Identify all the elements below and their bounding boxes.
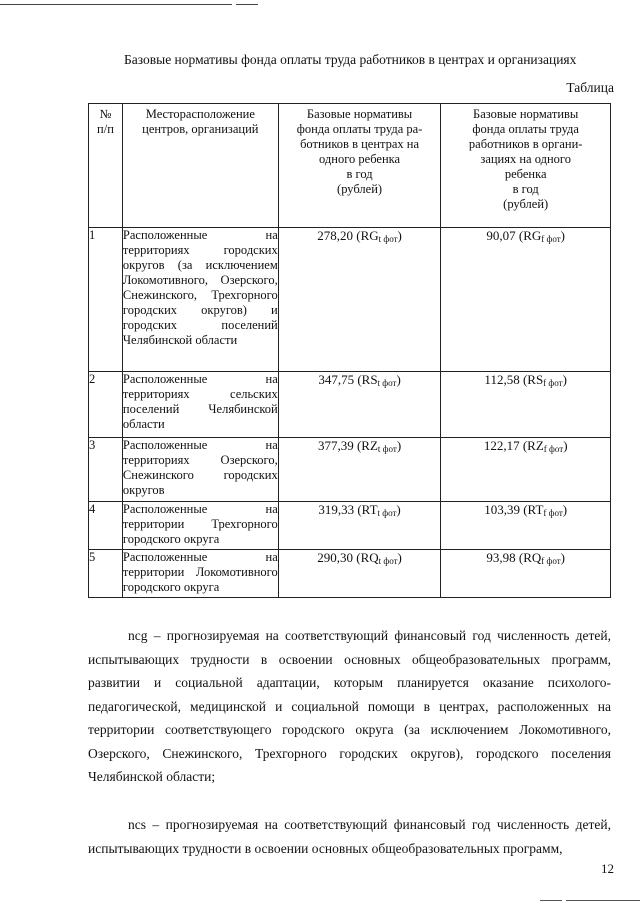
org-norm-cell	[441, 372, 611, 438]
org-norm-cell	[441, 438, 611, 502]
document-title: Базовые нормативы фонда оплаты труда работников в центрах и организациях	[124, 52, 577, 67]
org-norm-subscript: f фот	[543, 378, 563, 388]
table-header-row	[89, 104, 611, 228]
norms-table	[88, 103, 611, 598]
center-norm-cell	[278, 502, 441, 550]
center-norm-cell	[278, 550, 441, 598]
header-number: № п/п	[89, 104, 123, 228]
org-norm-cell	[441, 228, 611, 372]
center-norm-cell	[278, 228, 441, 372]
org-norm-value: 103,39 (RT	[484, 502, 544, 517]
table-row	[89, 228, 611, 372]
scan-bottom-rule	[566, 900, 640, 901]
center-norm-close: )	[396, 502, 401, 517]
center-norm-subscript: t фот	[378, 234, 398, 244]
center-norm-subscript: t фот	[377, 508, 397, 518]
center-norm-value: 377,39 (RZ	[317, 438, 378, 453]
center-norm-subscript: t фот	[377, 378, 397, 388]
table-row	[89, 550, 611, 598]
org-norm-close: )	[560, 550, 565, 565]
header-location: Месторасположение центров, организаций	[122, 104, 278, 228]
row-number: 1	[89, 228, 123, 372]
page-number: 12	[601, 861, 614, 876]
table-label: Таблица	[566, 80, 614, 95]
center-norm-cell	[278, 372, 441, 438]
org-norm-close: )	[562, 502, 568, 517]
row-number: 5	[89, 550, 123, 598]
paragraph-ncs: ncs – прогнозируемая на соответствующий финансовый год численность детей, испытывающих трудности в освоении основных общеобразовательных программ,	[88, 817, 611, 856]
row-location: Расположенные на территории Локомотивного городского округа	[122, 550, 278, 598]
org-norm-value: 122,17 (RZ	[483, 438, 544, 453]
org-norm-subscript: f фот	[543, 444, 564, 454]
header-org-norm: Базовые нормативы фонда оплаты труда работников в органи- зациях на одного ребенка в год (рублей)	[441, 104, 611, 228]
scan-top-rule	[0, 4, 232, 5]
row-number: 4	[89, 502, 123, 550]
scan-top-rule-short	[236, 4, 258, 5]
org-norm-close: )	[562, 372, 567, 387]
row-number: 3	[89, 438, 123, 502]
center-norm-value: 347,75 (RS	[318, 372, 378, 387]
org-norm-value: 93,98 (RQ	[486, 550, 542, 565]
org-norm-value: 112,58 (RS	[484, 372, 544, 387]
header-center-norm: Базовые нормативы фонда оплаты труда ра- ботников в центрах на одного ребенка в год (рублей)	[278, 104, 441, 228]
org-norm-subscript: f фот	[543, 508, 563, 518]
org-norm-subscript: f фот	[541, 234, 561, 244]
row-location: Расположенные на территориях Озерского, Снежинского городских округов	[122, 438, 278, 502]
center-norm-close: )	[396, 372, 401, 387]
org-norm-close: )	[563, 438, 568, 453]
row-number: 2	[89, 372, 123, 438]
center-norm-cell	[278, 438, 441, 502]
org-norm-value: 90,07 (RG	[486, 228, 542, 243]
table-row	[89, 502, 611, 550]
center-norm-close: )	[397, 228, 402, 243]
center-norm-value: 278,20 (RG	[317, 228, 379, 243]
scan-bottom-rule-short	[540, 900, 562, 901]
table-row	[89, 438, 611, 502]
center-norm-value: 319,33 (RT	[318, 502, 378, 517]
org-norm-cell	[441, 502, 611, 550]
center-norm-subscript: t фот	[377, 444, 397, 454]
row-location: Расположенные на территории Трехгорного городского округа	[122, 502, 278, 550]
org-norm-cell	[441, 550, 611, 598]
org-norm-subscript: f фот	[541, 556, 561, 566]
center-norm-close: )	[397, 550, 402, 565]
row-location: Расположенные на территориях городских округов (за исключением Локомотивного, Озерского, Снежинского, Трехгорного городских округов) и городских поселений Челябинской области	[122, 228, 278, 372]
row-location: Расположенные на территориях сельских поселений Челябинской области	[122, 372, 278, 438]
paragraph-ncg: ncg – прогнозируемая на соответствующий финансовый год численность детей, испытывающих трудности в освоении основных общеобразовательных программ, развитии и социальной адаптации, которым планируется оказание психолого-педагогической, медицинской и социальной помощи в центрах, расположенных на территории соответствующего городского округа (за исключением Локомотивного, Озерского, Снежинского, Трехгорного городских округов), городского поселения Челябинской области;	[88, 628, 611, 784]
center-norm-value: 290,30 (RQ	[317, 550, 379, 565]
table-row	[89, 372, 611, 438]
center-norm-subscript: t фот	[378, 556, 398, 566]
center-norm-close: )	[396, 438, 402, 453]
org-norm-close: )	[560, 228, 565, 243]
